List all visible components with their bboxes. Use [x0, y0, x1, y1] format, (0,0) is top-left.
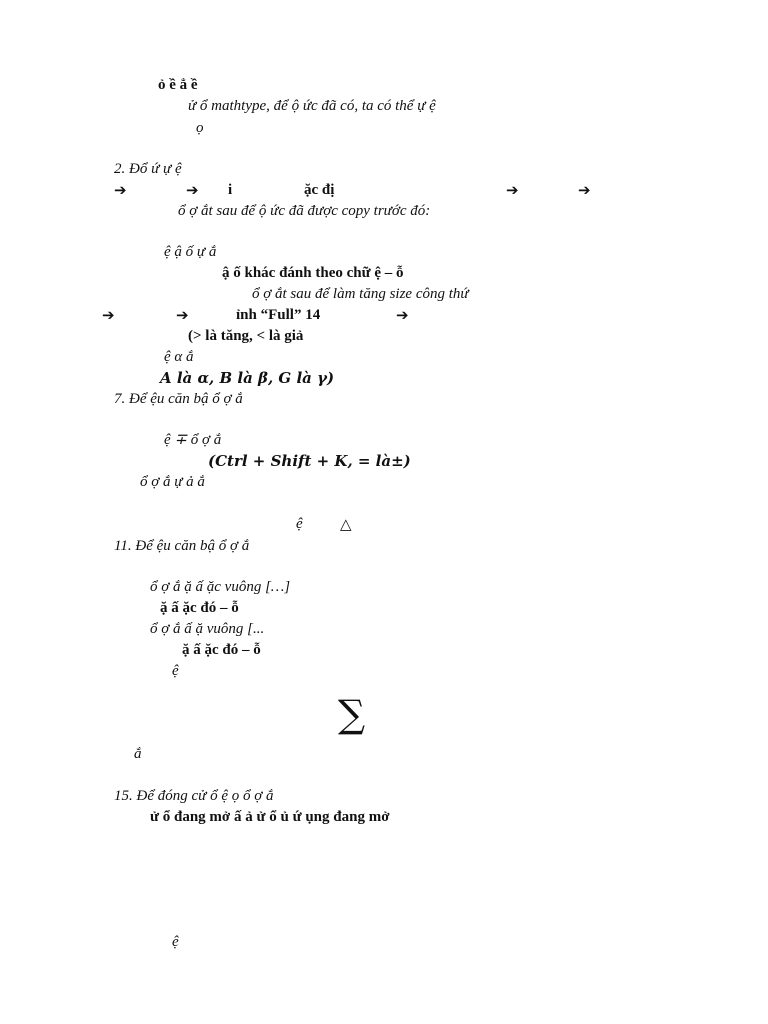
arrow-icon: ➔	[396, 306, 409, 324]
line-24: ệ	[172, 663, 179, 679]
line-10: ỉnh “Full” 14	[236, 307, 321, 323]
arrow-icon: ➔	[186, 181, 199, 199]
sigma-symbol: ∑	[338, 692, 366, 736]
line-20: ổ ợ ắ ặ ấ ặc vuông […]	[150, 579, 291, 595]
line-11: (> là tăng, < là giả	[188, 328, 304, 344]
line-5-a: i	[228, 182, 233, 198]
heading-11: 11. Để ệu căn bậ ổ ợ ắ	[114, 538, 250, 554]
line-1: ỏ ề ẳ ề	[158, 77, 198, 93]
triangle-symbol: △	[340, 515, 352, 533]
heading-15: 15. Để đóng cử ổ ệ ọ ổ ợ ắ	[114, 788, 274, 804]
line-23: ặ ấ ặc đó – ỗ	[182, 642, 261, 658]
line-17: ổ ợ ắ ự ả ắ	[140, 474, 205, 490]
arrow-icon: ➔	[506, 181, 519, 199]
line-25: ắ	[134, 746, 142, 762]
line-28: ệ	[172, 934, 179, 950]
line-3: ọ	[196, 120, 204, 136]
arrow-icon: ➔	[102, 306, 115, 324]
line-6: ổ ợ ắt sau để ộ ức đã được copy trước đó:	[178, 203, 431, 219]
line-12: ệ α ắ	[164, 349, 194, 365]
line-27: ử ổ đang mở ấ ả ử ổ ủ ứ ụng đang mở	[150, 809, 390, 825]
line-21: ặ ấ ặc đó – ỗ	[160, 600, 239, 616]
arrow-icon: ➔	[114, 181, 127, 199]
arrow-icon: ➔	[176, 306, 189, 324]
line-2: ử ổ mathtype, để ộ ức đã có, ta có thể ự ệ	[188, 98, 436, 114]
line-15: ệ ∓ ổ ợ ắ	[164, 432, 222, 448]
line-9: ổ ợ ắt sau để làm tăng size công thứ	[252, 286, 469, 302]
line-16: (Ctrl + Shift + K, = là±)	[208, 452, 411, 470]
heading-7: 7. Để ệu căn bậ ổ ợ ắ	[114, 391, 243, 407]
line-22: ổ ợ ắ ấ ặ vuông [...	[150, 621, 265, 637]
arrow-icon: ➔	[578, 181, 591, 199]
line-18: ệ	[296, 516, 303, 532]
line-13: A là α, B là β, G là γ)	[160, 369, 335, 387]
line-7: ệ ậ ố ự ắ	[164, 244, 217, 260]
line-8: ậ ố khác đánh theo chữ ệ – ỗ	[222, 265, 404, 281]
heading-2: 2. Đổ ứ ự ệ	[114, 161, 182, 177]
line-5-b: ặc đị	[304, 182, 335, 198]
